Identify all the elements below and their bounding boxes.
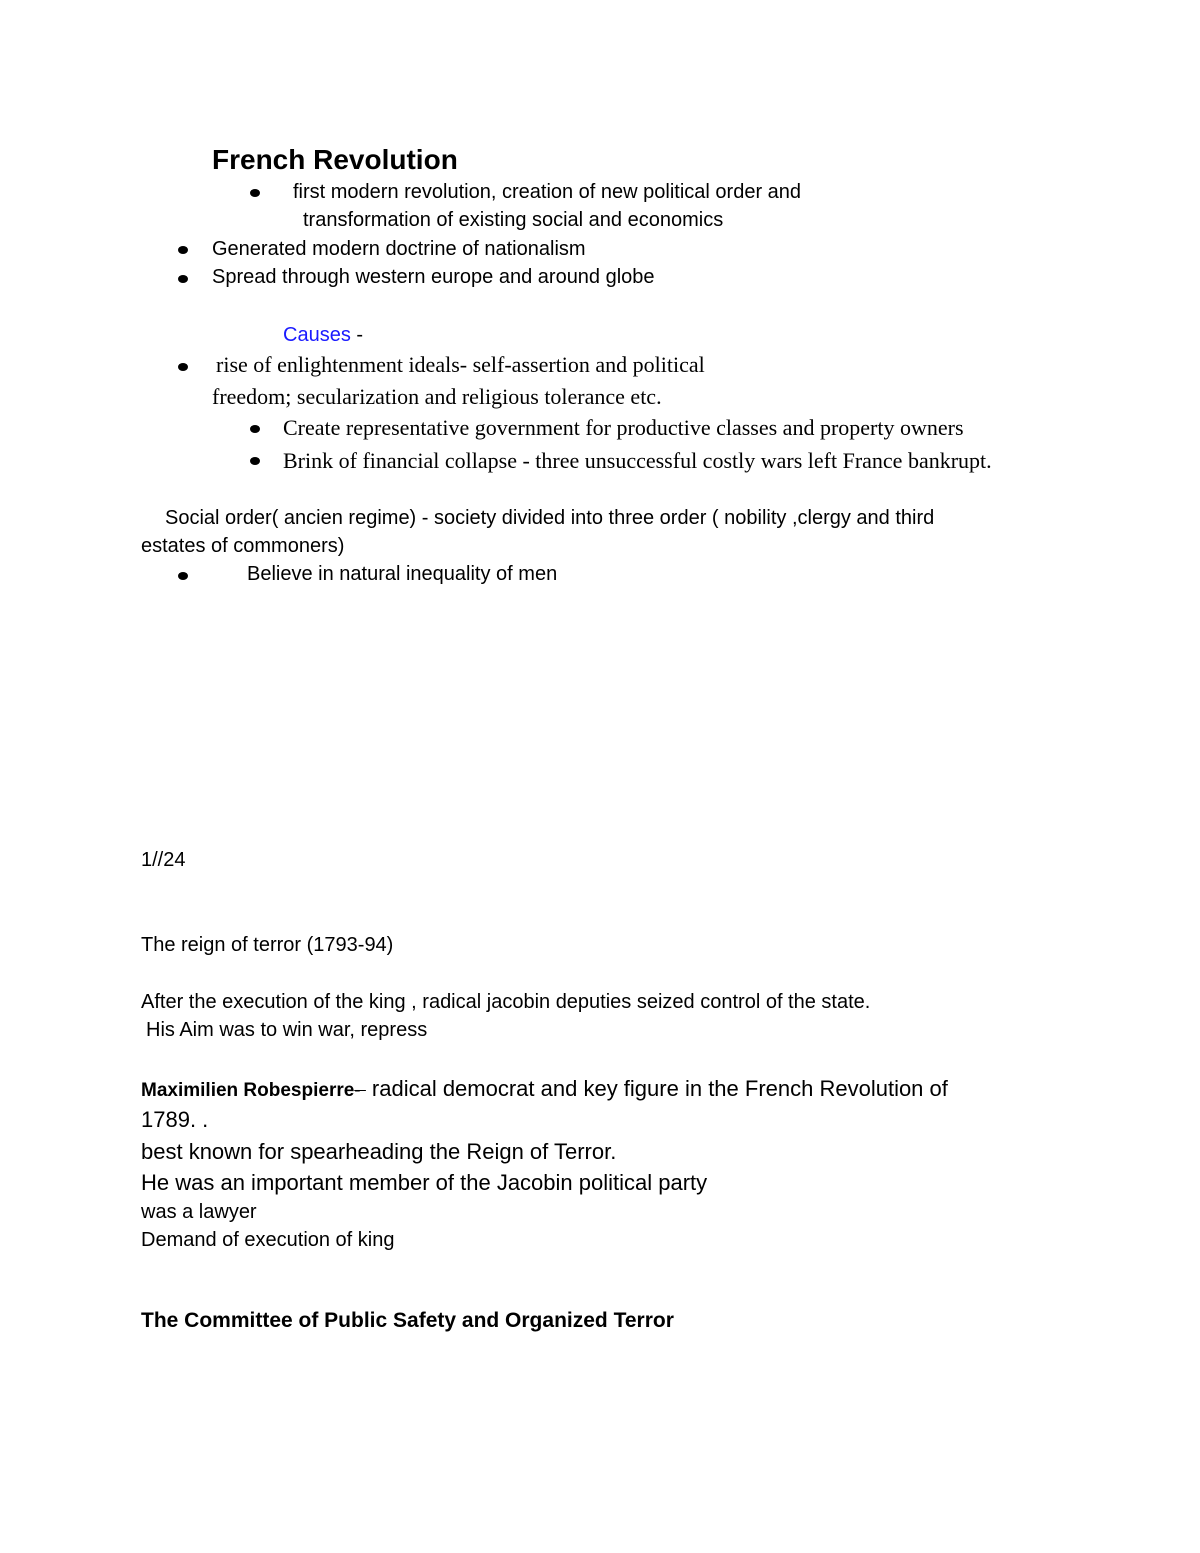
bullet-icon (178, 275, 188, 283)
intro-bullet-3: Spread through western europe and around globe (212, 266, 655, 288)
social-order-line1: Social order( ancien regime) - society divided into three order ( nobility ,clergy and third (165, 507, 935, 529)
social-order-line2: estates of commoners) (141, 535, 345, 557)
robespierre-known: best known for spearheading the Reign of Terror. (141, 1139, 617, 1164)
intro-bullet-1-line1: first modern revolution, creation of new political order and (293, 181, 802, 203)
causes-heading (283, 324, 363, 347)
bullet-icon (250, 457, 260, 465)
page-title: French Revolution (212, 144, 458, 175)
causes-sub-bullet-1: Create representative government for productive classes and property owners (283, 415, 964, 440)
reign-heading: The reign of terror (1793-94) (141, 934, 394, 956)
reign-line1: After the execution of the king , radical jacobin deputies seized control of the state. (141, 991, 871, 1013)
robespierre-demand: Demand of execution of king (141, 1229, 395, 1251)
robespierre-dash: - (354, 1080, 366, 1101)
bullet-icon (178, 572, 188, 580)
intro-bullet-2: Generated modern doctrine of nationalism (212, 238, 586, 260)
enlightenment-line1: rise of enlightenment ideals- self-assertion and political (216, 352, 705, 377)
date-note: 1//24 (141, 849, 186, 871)
causes-sub-bullet-2: Brink of financial collapse - three unsuccessful costly wars left France bankrupt. (283, 448, 992, 473)
reign-line2: His Aim was to win war, repress (146, 1019, 428, 1041)
bullet-icon (178, 246, 188, 254)
bullet-icon (250, 189, 260, 197)
intro-bullet-1-line2: transformation of existing social and economics (303, 209, 724, 231)
robespierre-name: Maximilien Robespierre (141, 1080, 355, 1101)
robespierre-heading (141, 1076, 948, 1102)
causes-heading-label: Causes (283, 324, 351, 346)
causes-heading-suffix: - (350, 324, 364, 346)
robespierre-desc-cont: 1789. . (141, 1107, 209, 1132)
robespierre-lawyer: was a lawyer (141, 1201, 257, 1223)
enlightenment-line2: freedom; secularization and religious tolerance etc. (212, 384, 662, 409)
committee-heading: The Committee of Public Safety and Organized Terror (141, 1309, 674, 1332)
robespierre-desc: radical democrat and key figure in the French Revolution of (371, 1076, 948, 1101)
social-order-bullet: Believe in natural inequality of men (247, 563, 558, 585)
bullet-icon (178, 363, 188, 371)
bullet-icon (250, 425, 260, 433)
robespierre-member: He was an important member of the Jacobin political party (141, 1170, 708, 1195)
